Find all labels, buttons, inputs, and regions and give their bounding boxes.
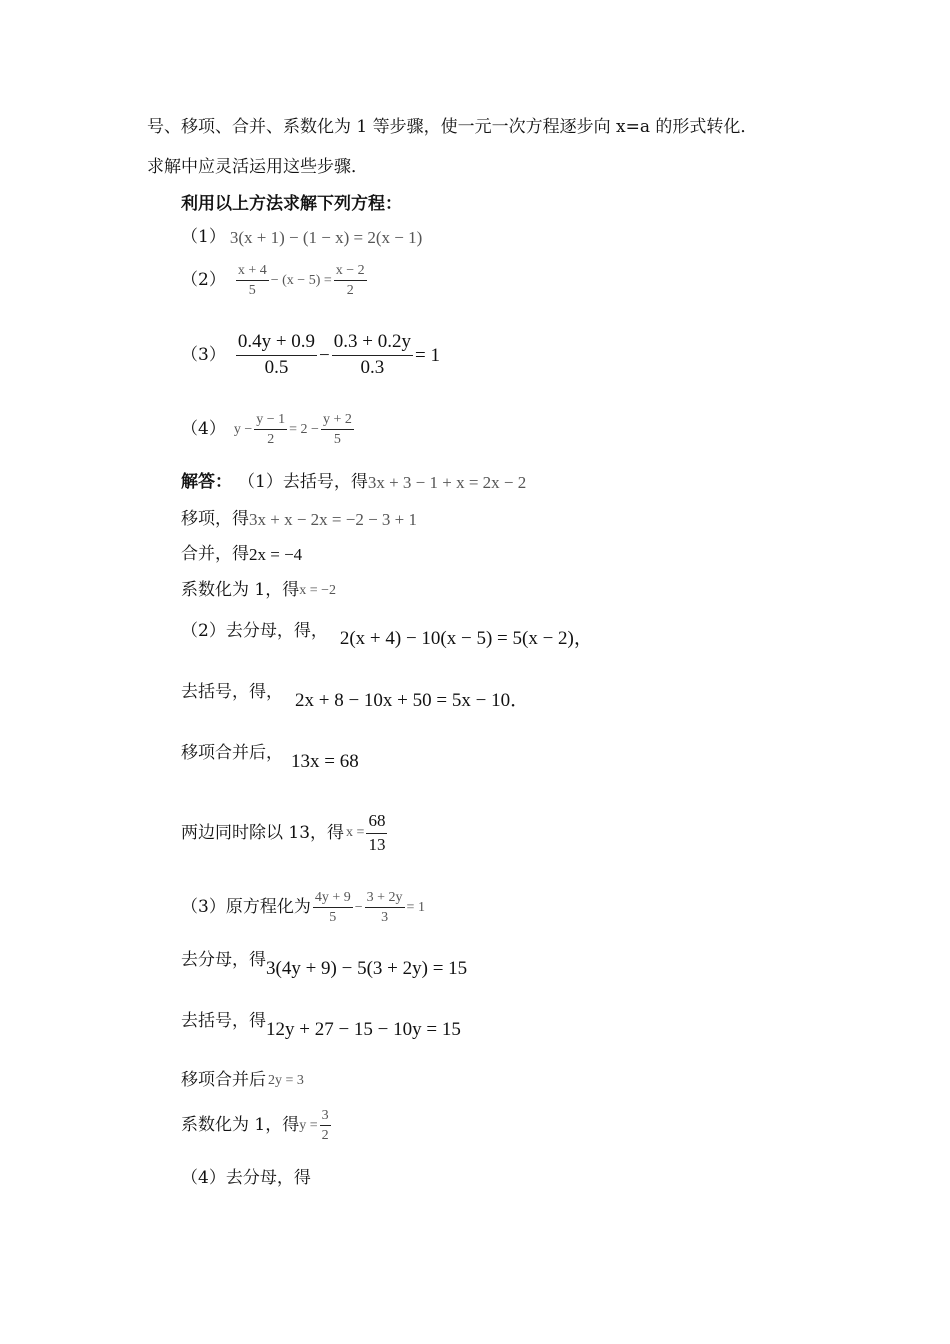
step-label: （2）去分母，得，: [181, 621, 328, 641]
fraction-lhs: y =: [299, 1117, 318, 1133]
problem-3-label: （3）: [181, 344, 226, 365]
fraction-rhs: = 1: [406, 899, 425, 915]
solution-4-step-1: （4）去分母，得: [181, 1168, 311, 1188]
problem-1: [181, 229, 422, 246]
step-label: 系数化为 1，得: [181, 580, 300, 600]
intro-line-1: 号、移项、合并、系数化为 1 等步骤，使一元一次方程逐步向 x=a 的形式转化．: [147, 117, 758, 137]
fraction-numerator: 0.4y + 0.9: [237, 331, 316, 352]
problem-1-label: （1）: [181, 227, 226, 247]
step-equation: 2x = −4: [249, 545, 303, 564]
solution-2-step-4: [181, 812, 389, 854]
solution-1-step-1: [181, 474, 526, 491]
solution-2-fraction: [366, 812, 387, 854]
solution-3-step-2: [181, 952, 467, 978]
step-equation: [299, 1108, 332, 1144]
problem-2: [181, 263, 369, 299]
solution-3-step-3: [181, 1013, 461, 1039]
solution-heading: 解答：: [181, 472, 232, 492]
step-equation: 2x + 8 − 10x + 50 = 5x − 10．: [295, 690, 530, 711]
fraction-denominator: 5: [321, 429, 354, 447]
step-equation: 12y + 27 − 15 − 10y = 15: [266, 1019, 461, 1040]
fraction-denominator: 3: [365, 907, 405, 925]
problem-4: [181, 412, 356, 448]
step-label: （3）原方程化为: [181, 897, 311, 918]
fraction-numerator: x − 2: [335, 263, 365, 278]
fraction-numerator: 68: [368, 811, 386, 830]
step-equation: 2(x + 4) − 10(x − 5) = 5(x − 2)，: [339, 628, 593, 649]
problem-2-fraction-2: [334, 263, 367, 299]
step-equation: 3x + x − 2x = −2 − 3 + 1: [249, 510, 418, 529]
solution-2-step-1: [181, 623, 593, 648]
fraction-numerator: 3 + 2y: [366, 890, 403, 905]
solution-3-step-4: [181, 1072, 304, 1089]
fraction-middle: −: [354, 899, 363, 915]
fraction-numerator: 0.3 + 0.2y: [333, 331, 411, 352]
fraction-numerator: y − 1: [256, 412, 286, 427]
intro-line-2: 求解中应灵活运用这些步骤．: [147, 157, 368, 177]
fraction-denominator: 2: [254, 429, 287, 447]
step-label: （1）去括号，得: [238, 472, 368, 492]
problem-3-equation: [234, 332, 440, 379]
step-label: 去括号，得，: [181, 682, 283, 702]
problem-4-middle: = 2 −: [289, 421, 319, 437]
problem-1-equation: 3(x + 1) − (1 − x) = 2(x − 1): [229, 228, 423, 247]
problem-2-fraction-1: [236, 263, 269, 299]
fraction-denominator: 0.5: [236, 355, 317, 379]
step-equation: x = −2: [299, 582, 337, 598]
fraction-denominator: 2: [334, 280, 367, 298]
solution-3-fraction-2: [365, 890, 405, 926]
fraction-numerator: 4y + 9: [314, 890, 351, 905]
problem-2-middle: − (x − 5) =: [270, 272, 332, 288]
problem-4-fraction-1: [254, 412, 287, 448]
fraction-denominator: 0.3: [332, 355, 413, 379]
solution-3-fraction-1: [313, 890, 353, 926]
solution-3-step-5: [181, 1108, 333, 1144]
step-label: 去分母，得: [181, 950, 266, 970]
step-label: 移项合并后: [181, 1070, 266, 1090]
solution-1-step-2: [181, 511, 417, 528]
solution-1-step-4: [181, 582, 336, 599]
fraction-denominator: 5: [236, 280, 269, 298]
fraction-denominator: 5: [313, 907, 353, 925]
problem-3-middle: −: [319, 344, 330, 366]
step-equation: 13x = 68: [291, 751, 359, 772]
solution-1-step-3: [181, 546, 302, 563]
solution-2-step-2: [181, 684, 529, 710]
fraction-lhs: x =: [346, 825, 365, 841]
step-label: 两边同时除以 13，得: [181, 822, 345, 843]
step-equation: [346, 812, 389, 854]
step-label: 移项合并后，: [181, 743, 283, 763]
step-equation: 2y = 3: [268, 1072, 304, 1088]
fraction-denominator: 2: [320, 1125, 331, 1143]
problem-3-rhs: = 1: [414, 344, 440, 366]
step-equation: 3x + 3 − 1 + x = 2x − 2: [367, 473, 527, 492]
step-label: 合并，得: [181, 544, 249, 564]
step-label: 系数化为 1，得: [181, 1115, 300, 1136]
problem-4-equation: [234, 412, 356, 448]
step-label: 去括号，得: [181, 1011, 266, 1031]
solution-2-step-3: [181, 745, 359, 771]
fraction-denominator: 13: [368, 834, 386, 854]
fraction-numerator: y + 2: [322, 412, 352, 427]
problem-4-label: （4）: [181, 419, 226, 440]
problem-2-equation: [234, 263, 369, 299]
problem-4-fraction-2: [321, 412, 354, 448]
problem-3-fraction-2: [332, 332, 413, 379]
task-heading: 利用以上方法求解下列方程：: [181, 194, 402, 214]
fraction-numerator: x + 4: [237, 263, 267, 278]
problem-2-label: （2）: [181, 270, 226, 291]
step-equation: [311, 890, 425, 926]
problem-3: [181, 332, 440, 379]
problem-3-fraction-1: [236, 332, 317, 379]
solution-3-step-1: [181, 890, 425, 926]
problem-4-lhs: y −: [233, 421, 253, 437]
solution-3-fraction: [320, 1108, 331, 1144]
step-label: 移项，得: [181, 509, 249, 529]
step-equation: 3(4y + 9) − 5(3 + 2y) = 15: [266, 958, 468, 979]
fraction-numerator: 3: [321, 1108, 329, 1123]
